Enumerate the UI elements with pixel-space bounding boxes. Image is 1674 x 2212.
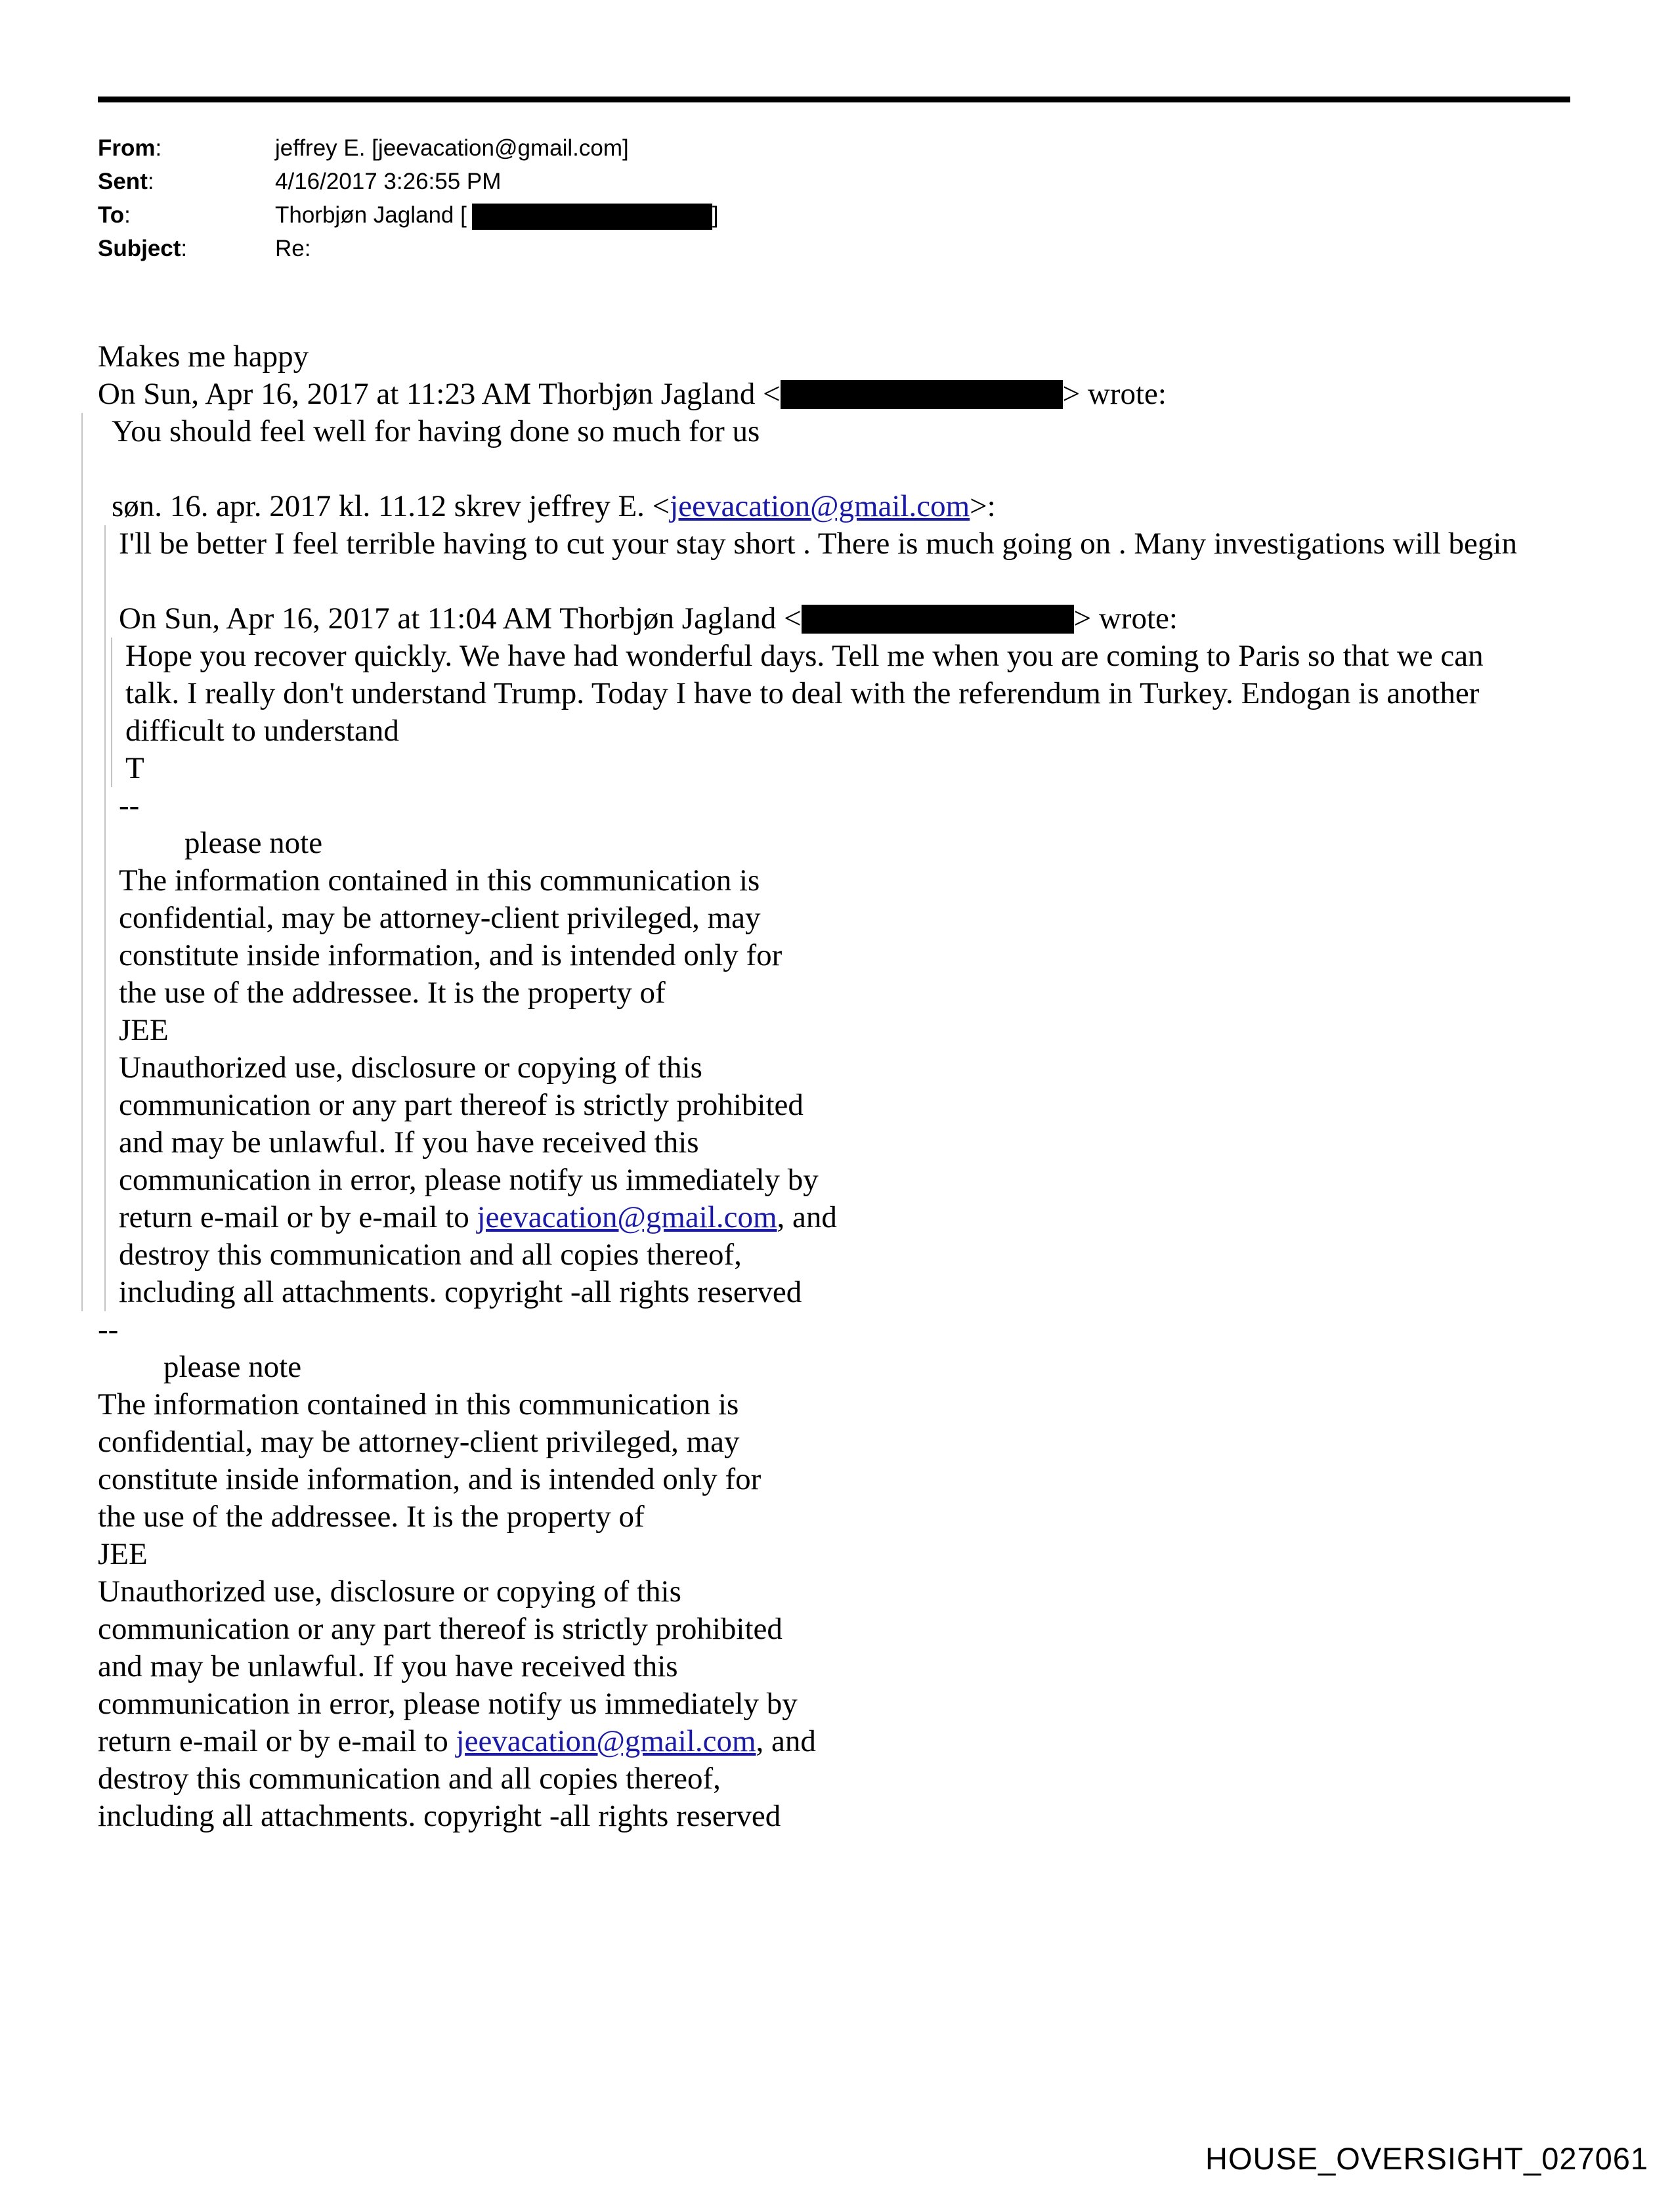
disclaimer-line: and may be unlawful. If you have received this [98,1649,678,1683]
disclaimer-line: JEE [98,1537,148,1571]
disclaimer-line: Unauthorized use, disclosure or copying of this [98,1574,681,1609]
quote-level-3 [111,638,1568,787]
email-link[interactable]: jeevacation@gmail.com [670,489,970,523]
disclaimer-line: confidential, may be attorney-client privileged, may [98,1425,740,1459]
disclaimer-note: please note [184,826,323,860]
disclaimer-line: the use of the addressee. It is the property of [98,1500,645,1534]
disclaimer-line: destroy this communication and all copies thereof, [119,1238,742,1272]
from-label: From [98,135,156,161]
disclaimer-line: and may be unlawful. If you have received this [119,1125,699,1160]
sent-value: 4/16/2017 3:26:55 PM [275,169,502,194]
to-row: To: Thorbjøn Jagland [ ] [98,198,719,232]
attribution-3: On Sun, Apr 16, 2017 at 11:04 AM Thorbjøn Jagland < > wrote: [119,601,1178,636]
disclaimer-line: communication in error, please notify us immediately by [98,1687,798,1721]
attribution-1: On Sun, Apr 16, 2017 at 11:23 AM Thorbjøn Jagland < > wrote: [98,377,1167,411]
from-row: From: jeffrey E. [jeevacation@gmail.com] [98,131,719,165]
quote-level-2 [104,525,1568,1311]
disclaimer-line: constitute inside information, and is intended only for [119,938,783,972]
disclaimer-line: communication in error, please notify us immediately by [119,1163,819,1197]
disclaimer-note: please note [163,1350,302,1384]
disclaimer-line: The information contained in this communication is [119,863,760,898]
quote-level-1 [81,413,1568,1311]
redaction-bar [472,204,712,230]
signature-separator: -- [98,1312,119,1347]
redaction-bar [802,605,1074,634]
disclaimer-line: return e-mail or by e-mail to jeevacation@gmail.com, and [119,1200,837,1234]
redaction-bar [781,380,1063,409]
disclaimer-line: the use of the addressee. It is the property of [119,976,666,1010]
disclaimer-line: communication or any part thereof is strictly prohibited [98,1612,783,1646]
disclaimer-line: Unauthorized use, disclosure or copying of this [119,1051,702,1085]
from-value: jeffrey E. [jeevacation@gmail.com] [275,135,629,161]
subject-value: Re: [275,236,311,261]
quote-1-text: You should feel well for having done so much for us [112,414,760,448]
disclaimer-line: including all attachments. copyright -all rights reserved [98,1799,781,1833]
email-link[interactable]: jeevacation@gmail.com [456,1724,756,1758]
to-value: Thorbjøn Jagland [ [275,202,467,228]
disclaimer-line: return e-mail or by e-mail to jeevacation@gmail.com, and [98,1724,816,1758]
email-link[interactable]: jeevacation@gmail.com [477,1200,777,1234]
disclaimer-line: destroy this communication and all copies thereof, [98,1762,721,1796]
header-rule [98,97,1570,102]
disclaimer-line: JEE [119,1013,169,1047]
disclaimer-line: including all attachments. copyright -all rights reserved [119,1275,802,1309]
sent-row: Sent: 4/16/2017 3:26:55 PM [98,165,719,198]
to-label: To [98,202,125,228]
email-header [98,131,719,265]
signature-separator: -- [119,789,140,823]
disclaimer-line: The information contained in this communication is [98,1387,739,1421]
email-body [98,338,1568,1835]
disclaimer-line: communication or any part thereof is strictly prohibited [119,1088,804,1122]
quote-2-text: I'll be better I feel terrible having to cut your stay short . There is much going on . Many investigations will begin [119,527,1517,561]
quote-3-signature: T [125,751,144,785]
sent-label: Sent [98,169,148,194]
bates-number: HOUSE_OVERSIGHT_027061 [1205,2141,1649,2176]
quote-3-text: Hope you recover quickly. We have had wonderful days. Tell me when you are coming to Paris so that we can talk. I really don't understand Trump. Today I have to deal with the referendum in Turkey. Endogan is another difficult to understand [125,639,1484,748]
subject-label: Subject [98,236,181,261]
disclaimer-line: constitute inside information, and is intended only for [98,1462,762,1496]
disclaimer-line: confidential, may be attorney-client privileged, may [119,901,761,935]
subject-row: Subject: Re: [98,232,719,265]
reply-text: Makes me happy [98,339,309,374]
attribution-2: søn. 16. apr. 2017 kl. 11.12 skrev jeffrey E. <jeevacation@gmail.com>: [112,489,996,523]
